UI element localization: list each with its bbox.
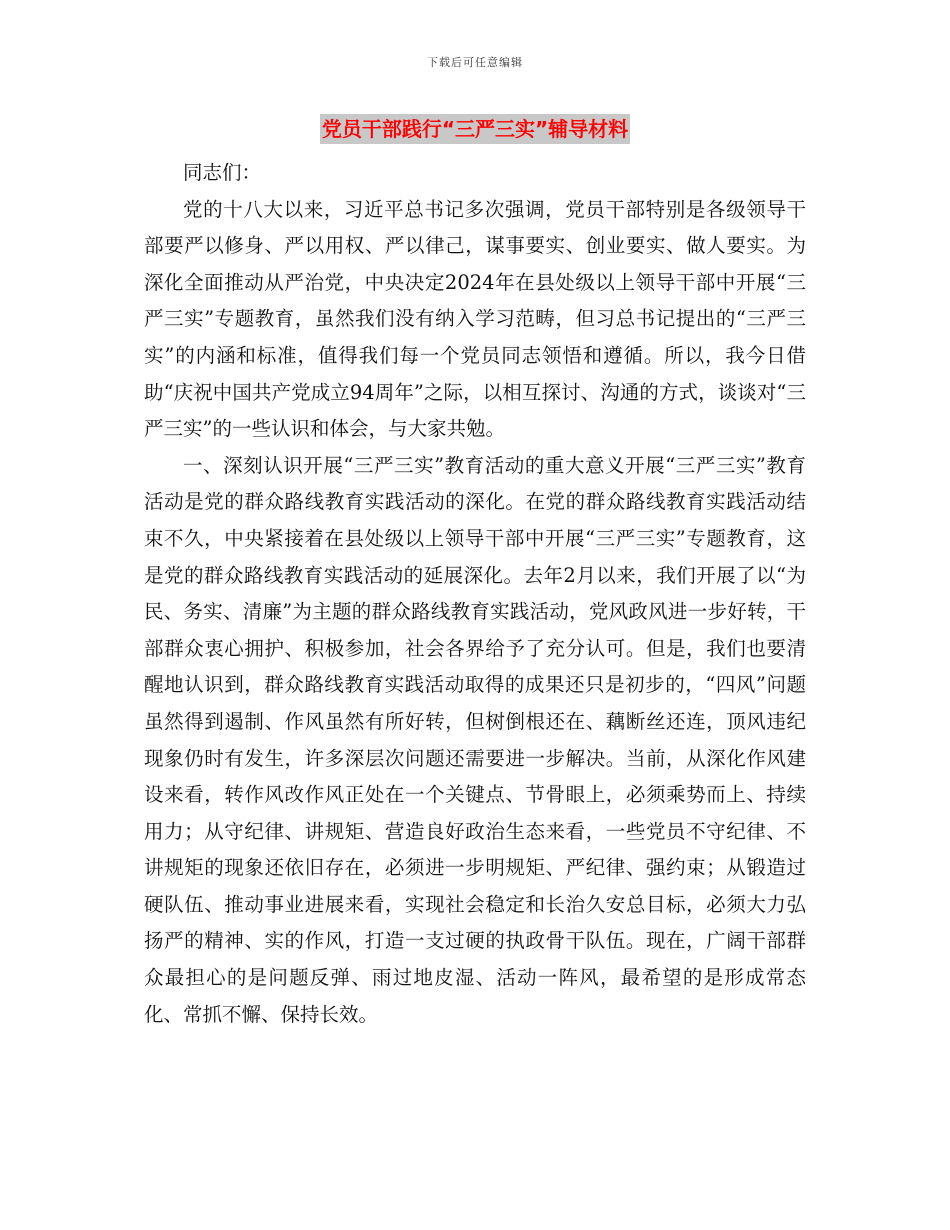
paragraph-section-one: 一、深刻认识开展“三严三实”教育活动的重大意义开展“三严三实”教育活动是党的群众路线教育实践活动的深化。在党的群众路线教育实践活动结束不久，中央紧接着在县处级以上领导干部中开展“三严三实”专题教育，这是党的群众路线教育实践活动的延展深化。去年2月以来，我们开展了以“为民、务实、清廉”为主题的群众路线教育实践活动，党风政风进一步好转，干部群众衷心拥护、积极参加，社会各界给予了充分认可。但是，我们也要清醒地认识到，群众路线教育实践活动取得的成果还只是初步的，“四风”问题虽然得到遏制、作风虽然有所好转，但树倒根还在、藕断丝还连，顶风违纪现象仍时有发生，许多深层次问题还需要进一步解决。当前，从深化作风建设来看，转作风改作风正处在一个关键点、节骨眼上，必须乘势而上、持续用力；从守纪律、讲规矩、营造良好政治生态来看，一些党员不守纪律、不讲规矩的现象还依旧存在，必须进一步明规矩、严纪律、强约束；从锻造过硬队伍、推动事业进展来看，实现社会稳定和长治久安总目标，必须大力弘扬严的精神、实的作风，打造一支过硬的执政骨干队伍。现在，广阔干部群众最担心的是问题反弹、雨过地皮湿、活动一阵风，最希望的是形成常态化、常抓不懈、保持长效。 [144, 453, 806, 1026]
paragraph-intro: 党的十八大以来，习近平总书记多次强调，党员干部特别是各级领导干部要严以修身、严以用权、严以律己，谋事要实、创业要实、做人要实。为深化全面推动从严治党，中央决定2024年在县处级以上领导干部中开展“三严三实”专题教育，虽然我们没有纳入学习范畴，但习总书记提出的“三严三实”的内涵和标准，值得我们每一个党员同志领悟和遵循。所以，我今日借助“庆祝中国共产党成立94周年”之际，以相互探讨、沟通的方式，谈谈对“三严三实”的一些认识和体会，与大家共勉。 [144, 197, 806, 441]
document-body [144, 155, 806, 1033]
title-container [0, 114, 950, 144]
document-title: 党员干部践行“三严三实”辅导材料 [320, 114, 630, 144]
salutation: 同志们： [183, 161, 262, 184]
page-header: 下载后可任意编辑 [427, 56, 523, 69]
